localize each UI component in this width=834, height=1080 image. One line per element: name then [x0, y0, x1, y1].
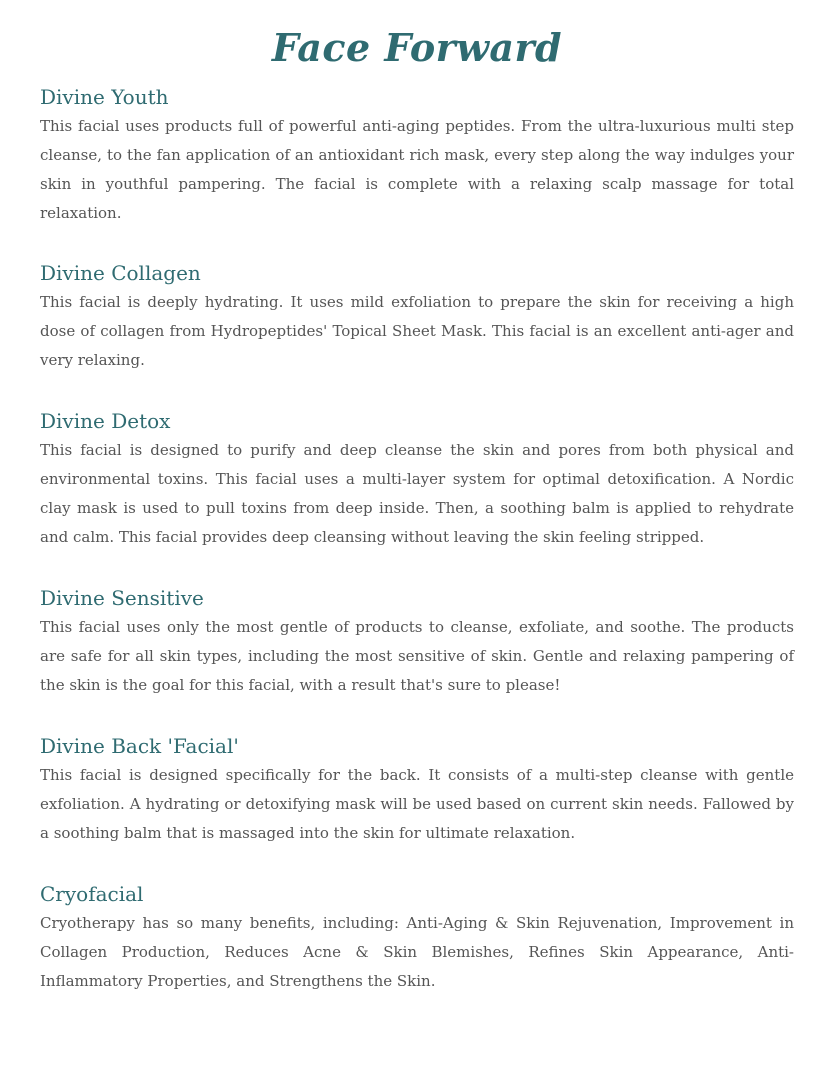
- section-description: This facial is deeply hydrating. It uses mild exfoliation to prepare the skin for receiving a high dose of collagen from Hydropeptides' Topical Sheet Mask. This facial is an excellent anti-ager and very relaxing.: [40, 293, 794, 369]
- section-heading: Divine Back 'Facial': [40, 734, 239, 758]
- section-description: Cryotherapy has so many benefits, including: Anti-Aging & Skin Rejuvenation, Improvement in Collagen Production, Reduces Acne & Skin Blemishes, Refines Skin Appearance, Anti-Inflammatory Properties, and Strengthens the Skin.: [40, 914, 794, 990]
- section-heading: Divine Detox: [40, 409, 171, 433]
- section-heading: Cryofacial: [40, 882, 144, 906]
- page-title: Face Forward: [271, 25, 563, 70]
- section-cryofacial: [40, 879, 794, 996]
- section-divine-sensitive: [40, 583, 794, 700]
- section-description: This facial uses only the most gentle of products to cleanse, exfoliate, and soothe. The products are safe for all skin types, including the most sensitive of skin. Gentle and relaxing pampering of the skin is the goal for this facial, with a result that's sure to please!: [40, 618, 794, 694]
- section-divine-detox: [40, 406, 794, 552]
- section-divine-back-facial: [40, 731, 794, 848]
- section-heading: Divine Collagen: [40, 261, 201, 285]
- section-heading: Divine Youth: [40, 85, 169, 109]
- section-description: This facial is designed to purify and deep cleanse the skin and pores from both physical and environmental toxins. This facial uses a multi-layer system for optimal detoxification. A Nordic clay mask is used to pull toxins from deep inside. Then, a soothing balm is applied to rehydrate and calm. This facial provides deep cleansing without leaving the skin feeling stripped.: [40, 441, 794, 546]
- section-description: This facial uses products full of powerful anti-aging peptides. From the ultra-luxurious multi step cleanse, to the fan application of an antioxidant rich mask, every step along the way indulges your skin in youthful pampering. The facial is complete with a relaxing scalp massage for total relaxation.: [40, 117, 794, 222]
- section-divine-youth: [40, 82, 794, 228]
- section-heading: Divine Sensitive: [40, 586, 204, 610]
- section-divine-collagen: [40, 258, 794, 375]
- section-description: This facial is designed specifically for the back. It consists of a multi-step cleanse with gentle exfoliation. A hydrating or detoxifying mask will be used based on current skin needs. Fallowed by a soothing balm that is massaged into the skin for ultimate relaxation.: [40, 766, 794, 842]
